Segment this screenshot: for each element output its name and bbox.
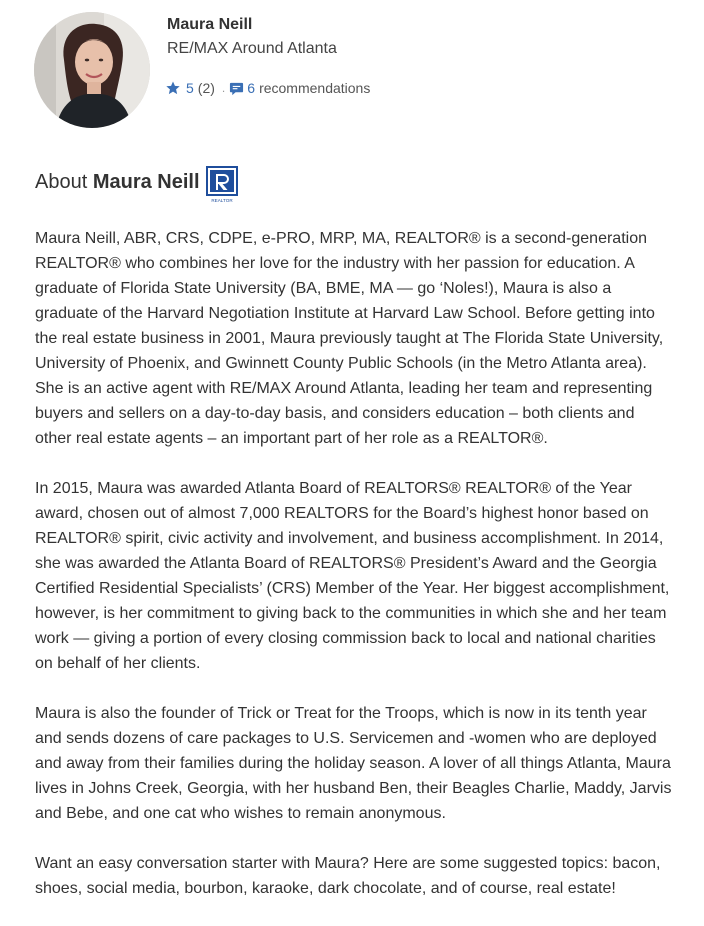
recommendations-link[interactable] (229, 80, 370, 96)
bio-paragraph: Maura Neill, ABR, CRS, CDPE, e-PRO, MRP, MA, REALTOR® is a second-generation REALTOR® who combines her love for the industry with her passion for education. A graduate of Florida State University (BA, BME, MA — go ‘Noles!), Maura is also a graduate of the Harvard Negotiation Institute at Harvard Law School. Before getting into the real estate business in 2001, Maura previously taught at The Florida State University, University of Phoenix, and Gwinnett County Public Schools (in the Metro Atlanta area). She is an active agent with RE/MAX Around Atlanta, leading her team and representing buyers and sellers on a day-to-day basis, and considers education – both clients and other real estate agents – an important part of her role as a REALTOR®. (35, 230, 664, 447)
rating-value[interactable]: 5 (186, 80, 194, 96)
avatar-photo (34, 12, 150, 128)
agent-name[interactable]: Maura Neill (167, 16, 253, 33)
realtor-logo-icon (206, 166, 238, 204)
profile-header (34, 12, 684, 132)
bio-paragraph: In 2015, Maura was awarded Atlanta Board of REALTORS® REALTOR® of the Year award, chosen out of almost 7,000 REALTORS for the Board’s highest honor based on REALTOR® spirit, civic activity and involvement, and business accomplishment. In 2014, she was awarded the Atlanta Board of REALTORS® President’s Award and the Georgia Certified Residential Specialists’ (CRS) Member of the Year. Her biggest accomplishment, however, is her commitment to giving back to the communities in which she and her team work — giving a portion of every closing commission back to local and national charities on behalf of her clients. (35, 480, 670, 672)
avatar[interactable] (34, 12, 150, 128)
bio-paragraph: Want an easy conversation starter with Maura? Here are some suggested topics: bacon, shoes, social media, bourbon, karaoke, dark chocolate, and of course, real estate! (35, 855, 661, 897)
bio-section (35, 226, 675, 926)
about-heading (35, 166, 238, 206)
about-title (35, 166, 200, 198)
rating-count[interactable]: (2) (197, 80, 215, 96)
about-prefix: About (35, 171, 88, 193)
recommendations-label: recommendations (259, 80, 371, 96)
brokerage-name[interactable]: RE/MAX Around Atlanta (167, 40, 337, 57)
bio-paragraph: Maura is also the founder of Trick or Treat for the Troops, which is now in its tenth year and sends dozens of care packages to U.S. Servicemen and -women who are deployed and away from their families during the holiday season. A lover of all things Atlanta, Maura lives in Johns Creek, Georgia, with her husband Ben, their Beagles Charlie, Maddy, Jarvis and Bebe, and one cat who wishes to remain anonymous. (35, 705, 672, 822)
recommendations-count: 6 (247, 80, 256, 96)
separator-dot: . (221, 81, 226, 95)
chat-icon (229, 81, 244, 96)
realtor-logo-text: REALTOR (210, 198, 233, 203)
about-name: Maura Neill (92, 171, 200, 193)
star-icon (165, 80, 181, 96)
rating-row (165, 78, 370, 98)
